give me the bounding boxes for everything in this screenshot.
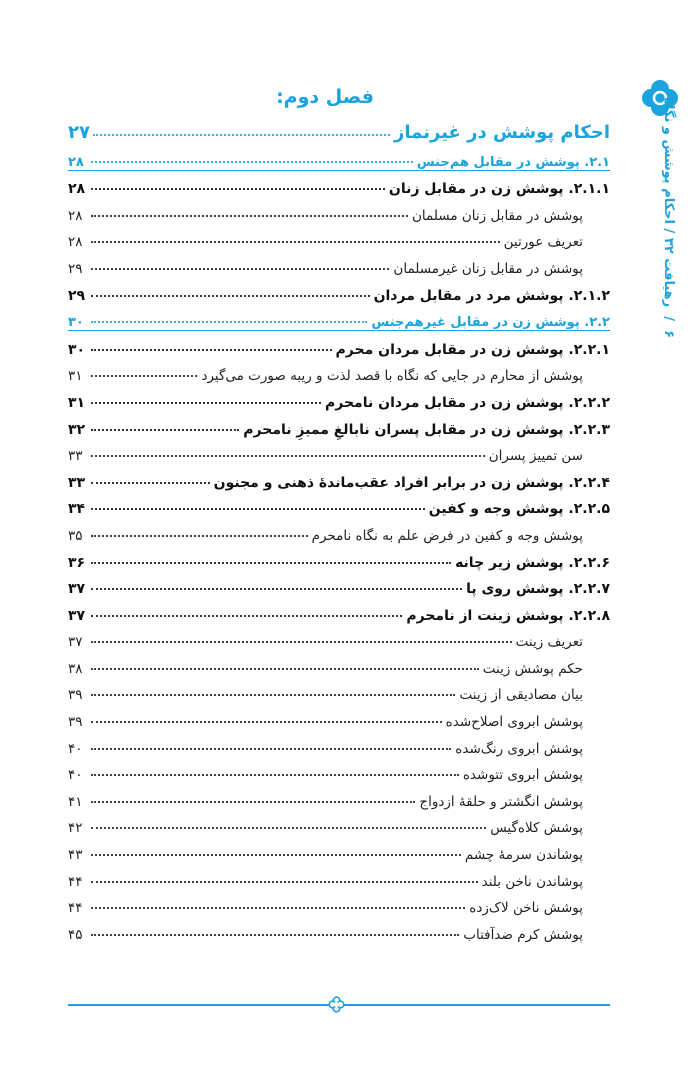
toc-page-number: ۴۴ <box>68 900 83 917</box>
dot-leader <box>91 694 455 696</box>
toc-entry-h3[interactable] <box>68 277 610 304</box>
dot-leader <box>91 321 367 323</box>
running-header-text <box>661 97 676 338</box>
toc-entry-label: ۲.۲.۸. پوشش زینت از نامحرم <box>406 607 610 624</box>
dot-leader <box>91 881 478 883</box>
toc-entry-item[interactable] <box>68 810 610 837</box>
dot-leader <box>91 588 462 590</box>
toc-entry-label: ۲.۲.۶. پوشش زیر چانه <box>455 554 610 571</box>
dot-leader <box>91 535 308 537</box>
toc-entry-item[interactable] <box>68 438 610 465</box>
toc-entry-h3[interactable] <box>68 171 610 198</box>
toc-entry-h3[interactable] <box>68 491 610 518</box>
dot-leader <box>91 375 197 377</box>
toc-entry-label: پوشش ابروی رنگ‌شده <box>455 740 583 757</box>
toc-page-number: ۳۱ <box>68 394 86 411</box>
dot-leader <box>91 748 451 750</box>
toc-page-number: ۴۴ <box>68 873 83 890</box>
toc-page-number: ۳۰ <box>68 315 84 331</box>
toc-page-number: ۲۷ <box>68 122 90 143</box>
toc-entry-label: ۲.۱.۲. پوشش مرد در مقابل مردان <box>373 287 610 304</box>
dot-leader <box>91 402 321 404</box>
toc-entry-label: ۲.۲.۱. پوشش زن در مقابل مردان محرم <box>335 341 610 358</box>
toc-entry-h3[interactable] <box>68 464 610 491</box>
toc-entry-label: پوشاندن سرمهٔ چشم <box>464 847 583 864</box>
toc-page-number: ۴۰ <box>68 767 83 784</box>
toc-entry-label: پوشش از محارم در جایی که نگاه با قصد لذت و ریبه صورت می‌گیرد <box>201 368 583 385</box>
toc-entry-h3[interactable] <box>68 544 610 571</box>
toc-entry-label: ۲.۱. پوشش در مقابل هم‌جنس <box>416 154 610 170</box>
toc-entry-label: ۲.۲.۷. پوشش روی پا <box>466 581 610 598</box>
dot-leader <box>91 241 500 243</box>
toc-entry-label: بیان مصادیقی از زینت <box>459 687 583 704</box>
toc-entry-item[interactable] <box>68 224 610 251</box>
toc-page-number: ۳۰ <box>68 341 86 358</box>
toc-entry-label: سن تمییز پسران <box>488 448 583 465</box>
toc-page-number: ۳۶ <box>68 554 86 571</box>
toc-entry-label: ۲.۲.۴. پوشش زن در برابر افراد عقب‌ماندهٔ ذهنی و مجنون <box>213 474 610 491</box>
toc-page-number: ۴۰ <box>68 740 83 757</box>
toc-entry-item[interactable] <box>68 757 610 784</box>
dot-leader <box>93 134 390 136</box>
toc-page-number: ۳۲ <box>68 421 86 438</box>
toc-entry-item[interactable] <box>68 624 610 651</box>
toc-entry-item[interactable] <box>68 197 610 224</box>
dot-leader <box>91 349 332 351</box>
toc-entry-label: پوشش در مقابل زنان مسلمان <box>412 207 583 224</box>
toc-entry-h3[interactable] <box>68 331 610 358</box>
page-number: ۶ <box>661 330 676 338</box>
separator: / <box>661 316 676 321</box>
dot-leader <box>91 295 370 297</box>
toc-page-number: ۳۸ <box>68 660 83 677</box>
toc-entry-item[interactable] <box>68 863 610 890</box>
toc-page-number: ۴۵ <box>68 926 83 943</box>
toc-entry-label: ۲.۲. پوشش زن در مقابل غیرِهم‌جنس <box>371 315 610 331</box>
table-of-contents <box>68 113 610 943</box>
toc-entry-h2[interactable] <box>68 304 610 332</box>
toc-entry-label: پوشاندن ناخن بلند <box>481 873 583 890</box>
toc-page-number: ۳۷ <box>68 634 83 651</box>
dot-leader <box>91 268 389 270</box>
dot-leader <box>91 934 459 936</box>
chapter-heading: فصل دوم: <box>276 86 374 108</box>
dot-leader <box>91 215 408 217</box>
dot-leader <box>91 774 459 776</box>
toc-entry-h2[interactable] <box>68 143 610 171</box>
dot-leader <box>91 827 486 829</box>
toc-page-number: ۲۹ <box>68 287 86 304</box>
dot-leader <box>91 455 485 457</box>
toc-entry-label: تعریف عورتین <box>503 234 583 251</box>
toc-entry-item[interactable] <box>68 517 610 544</box>
toc-page-number: ۲۹ <box>68 260 83 277</box>
toc-page-number: ۲۸ <box>68 181 86 198</box>
toc-entry-item[interactable] <box>68 890 610 917</box>
toc-page-number: ۳۷ <box>68 607 86 624</box>
dot-leader <box>91 429 239 431</box>
toc-page-number: ۲۸ <box>68 154 84 170</box>
toc-entry-label: پوشش کرم ضدآفتاب <box>463 926 583 943</box>
dot-leader <box>91 641 512 643</box>
toc-entry-label: پوشش ابروی تتوشده <box>462 767 583 784</box>
toc-entry-label: ۲.۲.۳. پوشش زن در مقابل پسران نابالغِ ممیزِ نامحرم <box>243 421 610 438</box>
toc-page-number: ۴۲ <box>68 820 83 837</box>
toc-entry-h3[interactable] <box>68 384 610 411</box>
toc-page-number: ۲۸ <box>68 234 83 251</box>
toc-page-number: ۴۳ <box>68 847 83 864</box>
toc-entry-item[interactable] <box>68 916 610 943</box>
toc-page-number: ۳۹ <box>68 687 83 704</box>
toc-page-number: ۴۱ <box>68 793 83 810</box>
toc-entry-h3[interactable] <box>68 411 610 438</box>
toc-entry-item[interactable] <box>68 250 610 277</box>
toc-entry-label: پوشش ابروی اصلاح‌شده <box>445 714 583 731</box>
toc-entry-label: احکام پوشش در غیرنماز <box>394 122 610 143</box>
toc-entry-item[interactable] <box>68 650 610 677</box>
toc-entry-item[interactable] <box>68 783 610 810</box>
toc-entry-item[interactable] <box>68 358 610 385</box>
toc-entry-item[interactable] <box>68 730 610 757</box>
toc-entry-item[interactable] <box>68 703 610 730</box>
dot-leader <box>91 668 479 670</box>
toc-entry-label: ۲.۲.۲. پوشش زن در مقابل مردان نامحرم <box>325 394 610 411</box>
dot-leader <box>91 801 415 803</box>
dot-leader <box>91 161 413 163</box>
toc-entry-label: پوشش انگشتر و حلقهٔ ازدواج <box>419 793 583 810</box>
dot-leader <box>91 562 451 564</box>
toc-page-number: ۳۹ <box>68 714 83 731</box>
running-header <box>646 97 676 338</box>
toc-entry-label: ۲.۲.۵. پوشش وجه و کفین <box>428 501 610 518</box>
toc-entry-item[interactable] <box>68 836 610 863</box>
running-title: رهیافت ۳۲ / احکام پوشش و نگاه <box>661 97 676 308</box>
dot-leader <box>91 482 210 484</box>
toc-page-number: ۳۳ <box>68 448 83 465</box>
toc-entry-label: پوشش کلاه‌گیس <box>490 820 583 837</box>
dot-leader <box>91 188 385 190</box>
toc-page-number: ۲۸ <box>68 207 83 224</box>
toc-entry-label: تعریف زینت <box>515 634 583 651</box>
toc-entry-item[interactable] <box>68 677 610 704</box>
dot-leader <box>91 854 461 856</box>
toc-entry-label: پوشش در مقابل زنان غیرمسلمان <box>393 260 583 277</box>
toc-entry-label: پوشش وجه و کفین در فرض علم به نگاه نامحرم <box>311 527 583 544</box>
toc-entry-title[interactable] <box>68 113 610 143</box>
dot-leader <box>91 907 465 909</box>
flower-ornament-icon <box>328 996 345 1013</box>
toc-page-number: ۳۴ <box>68 501 86 518</box>
dot-leader <box>91 615 402 617</box>
toc-page-number: ۳۷ <box>68 581 86 598</box>
toc-entry-h3[interactable] <box>68 597 610 624</box>
dot-leader <box>91 721 442 723</box>
toc-page-number: ۳۳ <box>68 474 86 491</box>
dot-leader <box>91 508 425 510</box>
toc-entry-label: حکم پوشش زینت <box>482 660 583 677</box>
toc-entry-label: پوشش ناخن لاک‌زده <box>469 900 583 917</box>
toc-page-number: ۳۱ <box>68 368 83 385</box>
toc-entry-label: ۲.۱.۱. پوشش زن در مقابل زنان <box>388 181 610 198</box>
toc-entry-h3[interactable] <box>68 571 610 598</box>
toc-page-number: ۳۵ <box>68 527 83 544</box>
